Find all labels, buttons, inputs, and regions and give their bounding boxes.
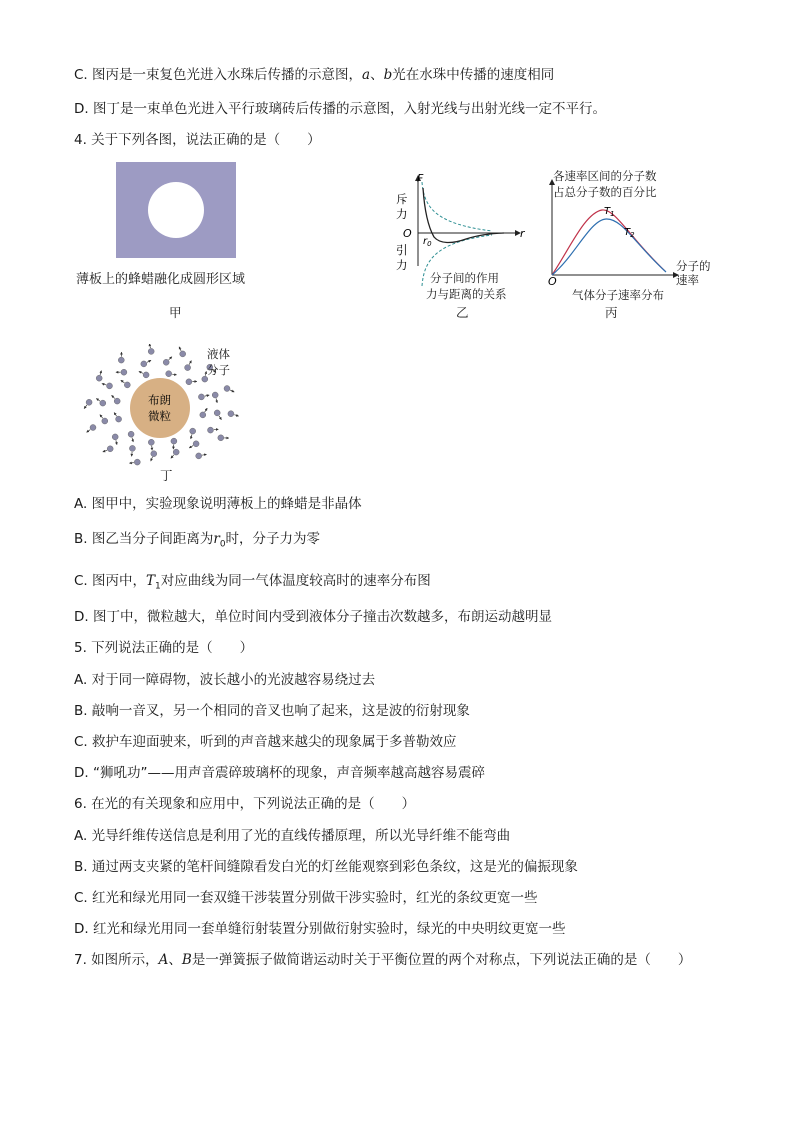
figure-yi-caption-2: 力与距离的关系 [426, 287, 507, 301]
molecule-velocity-arrow [202, 454, 206, 455]
figure-jia [116, 162, 236, 258]
molecule-velocity-arrow [191, 435, 192, 439]
label-attract-2: 力 [396, 258, 408, 272]
molecule-velocity-arrow [129, 463, 133, 464]
molecule-velocity-arrow [139, 371, 143, 373]
q5-option-d: D. “狮吼功”——用声音震碎玻璃杯的现象，声音频率越高越容易震碎 [74, 765, 485, 781]
symbol-b: b [383, 67, 393, 83]
label-t2: $T_2$ [624, 227, 635, 239]
liquid-molecule [118, 357, 124, 363]
molecule-velocity-arrow [149, 344, 150, 348]
origin-label-bing: O [548, 275, 557, 288]
molecule-velocity-arrow [147, 360, 151, 362]
molecule-velocity-arrow [189, 361, 191, 365]
q4-option-b-text: B. 图乙当分子间距离为 [74, 531, 214, 547]
molecule-velocity-arrow [132, 452, 133, 456]
liquid-molecule [151, 451, 157, 457]
molecule-velocity-arrow [171, 455, 174, 458]
liquid-molecule [112, 434, 118, 440]
brownian-particle [130, 378, 190, 438]
point-b: B [181, 952, 192, 968]
figure-jia-label: 甲 [169, 305, 182, 320]
liquid-molecule [107, 446, 113, 452]
figure-bing-xtitle-2: 速率 [676, 273, 699, 287]
particle-label-1: 布朗 [148, 393, 171, 407]
liquid-molecule [141, 361, 147, 367]
figure-ding-liquid-label-1: 液体 [207, 347, 230, 361]
liquid-molecule [114, 398, 120, 404]
q6-stem: 6. 在光的有关现象和应用中，下列说法正确的是（ ） [74, 796, 416, 812]
molecule-velocity-arrow [100, 415, 103, 419]
symbol-r: r [213, 531, 220, 547]
symbol-t-sub: 1 [155, 581, 161, 592]
figure-bing-xtitle-1: 分子的 [676, 259, 711, 273]
separator: 、 [168, 952, 182, 968]
liquid-molecule [208, 427, 214, 433]
molecule-velocity-arrow [87, 430, 91, 433]
q4-stem: 4. 关于下列各图，说法正确的是（ ） [74, 132, 321, 148]
molecule-velocity-arrow [112, 395, 115, 398]
liquid-molecule [193, 441, 199, 447]
molecule-velocity-arrow [205, 408, 208, 412]
label-repel-2: 力 [396, 207, 408, 221]
liquid-molecule [116, 416, 122, 422]
molecule-velocity-arrow [96, 399, 100, 402]
molecule-velocity-arrow [116, 440, 117, 444]
molecule-velocity-arrow [230, 390, 234, 392]
q4-option-d: D. 图丁中，微粒越大，单位时间内受到液体分子撞击次数越多，布朗运动越明显 [74, 609, 552, 625]
figure-yi-caption-1: 分子间的作用 [430, 271, 499, 285]
liquid-molecule [148, 348, 154, 354]
liquid-molecule [228, 411, 234, 417]
q7-stem-text: 7. 如图所示， [74, 952, 159, 968]
liquid-molecule [218, 435, 224, 441]
molecule-velocity-arrow [179, 347, 181, 351]
molecule-velocity-arrow [205, 395, 209, 396]
q3-option-c-text: C. 图丙是一束复色光进入水珠后传播的示意图， [74, 67, 363, 83]
q7-stem [74, 951, 691, 969]
liquid-molecule [124, 382, 130, 388]
figure-jia-caption: 薄板上的蜂蜡融化成圆形区域 [76, 272, 246, 287]
liquid-molecule [129, 445, 135, 451]
liquid-molecule [107, 383, 113, 389]
liquid-molecule [143, 372, 149, 378]
q3-option-c [74, 66, 554, 84]
liquid-molecule [173, 449, 179, 455]
liquid-molecule [171, 438, 177, 444]
figure-bing-label: 丙 [605, 305, 618, 320]
liquid-molecule [190, 428, 196, 434]
molecule-velocity-arrow [172, 374, 176, 375]
molecule-velocity-arrow [219, 416, 221, 420]
r0-label: $r_0$ [423, 236, 432, 248]
label-t1: $T_1$ [604, 206, 615, 218]
molecule-velocity-arrow [234, 415, 238, 416]
molecule-velocity-arrow [121, 380, 125, 383]
wax-plate-diagram [116, 162, 236, 258]
figure-ding-liquid-label-2: 分子 [207, 363, 230, 377]
repulsion-curve [422, 182, 492, 231]
label-repel-1: 斥 [396, 192, 408, 206]
q4-option-c [74, 572, 431, 596]
figure-bing-caption: 气体分子速率分布 [572, 288, 664, 302]
liquid-molecule [185, 365, 191, 371]
q5-option-a: A. 对于同一障碍物，波长越小的光波越容易绕过去 [74, 672, 376, 688]
molecule-velocity-arrow [151, 457, 153, 461]
separator: 、 [370, 67, 384, 83]
origin-label: O [403, 227, 412, 240]
liquid-molecule [214, 410, 220, 416]
q4-option-a: A. 图甲中，实验现象说明薄板上的蜂蜡是非晶体 [74, 496, 362, 512]
q4-option-c-tail: 对应曲线为同一气体温度较高时的速率分布图 [160, 573, 431, 589]
figure-bing-ytitle-2: 占总分子数的百分比 [553, 185, 657, 199]
liquid-molecule [200, 412, 206, 418]
molecule-velocity-arrow [169, 357, 172, 360]
molecule-velocity-arrow [102, 384, 106, 385]
liquid-molecule [86, 399, 92, 405]
symbol-t: T [146, 573, 156, 589]
figure-ding-label: 丁 [160, 468, 173, 483]
point-a: A [158, 952, 169, 968]
liquid-molecule [198, 394, 204, 400]
figure-bing-ytitle-1: 各速率区间的分子数 [553, 169, 657, 183]
axis-label-r: r [520, 227, 525, 240]
liquid-molecule [166, 371, 172, 377]
q4-option-c-text: C. 图丙中， [74, 573, 147, 589]
q5-option-c: C. 救护车迎面驶来，听到的声音越来越尖的现象属于多普勒效应 [74, 734, 457, 750]
q4-option-b-tail: 时，分子力为零 [225, 531, 321, 547]
liquid-molecule [102, 418, 108, 424]
net-force-curve [423, 188, 504, 243]
molecule-velocity-arrow [103, 450, 107, 452]
symbol-a: a [362, 67, 371, 83]
q5-option-b: B. 敲响一音叉，另一个相同的音叉也响了起来，这是波的衍射现象 [74, 703, 470, 719]
liquid-molecule [186, 379, 192, 385]
molecule-velocity-arrow [132, 438, 133, 442]
q6-option-b: B. 通过两支夹紧的笔杆间缝隙看发白光的灯丝能观察到彩色条纹，这是光的偏振现象 [74, 859, 578, 875]
molecule-velocity-arrow [114, 413, 117, 417]
q6-option-a: A. 光导纤维传送信息是利用了光的直线传播原理，所以光导纤维不能弯曲 [74, 828, 511, 844]
q3-option-d: D. 图丁是一束单色光进入平行玻璃砖后传播的示意图，入射光线与出射光线一定不平行。 [74, 101, 606, 117]
q4-option-b [74, 530, 320, 554]
liquid-molecule [128, 431, 134, 437]
q5-stem: 5. 下列说法正确的是（ ） [74, 640, 254, 656]
figure-yi-label: 乙 [456, 305, 469, 320]
liquid-molecule [212, 392, 218, 398]
liquid-molecule [100, 400, 106, 406]
axis-label-f: F [417, 172, 424, 185]
molecule-velocity-arrow [100, 371, 101, 375]
liquid-molecule [180, 351, 186, 357]
molecule-velocity-arrow [189, 446, 193, 448]
liquid-molecule [96, 375, 102, 381]
liquid-molecule [121, 369, 127, 375]
q7-stem-tail: 是一弹簧振子做简谐运动时关于平衡位置的两个对称点，下列说法正确的是（ ） [191, 952, 692, 968]
liquid-molecule [196, 453, 202, 459]
liquid-molecule [224, 386, 230, 392]
molecule-velocity-arrow [84, 405, 87, 409]
q6-option-d: D. 红光和绿光用同一套单缝衍射装置分别做衍射实验时，绿光的中央明纹更宽一些 [74, 921, 566, 937]
q6-option-c: C. 红光和绿光用同一套双缝干涉装置分别做干涉实验时，红光的条纹更宽一些 [74, 890, 538, 906]
q3-option-c-tail: 光在水珠中传播的速度相同 [392, 67, 555, 83]
molecule-velocity-arrow [216, 398, 217, 402]
liquid-molecule [148, 439, 154, 445]
label-attract-1: 引 [396, 243, 408, 257]
liquid-molecule [90, 425, 96, 431]
symbol-r-sub: 0 [219, 539, 226, 550]
melted-wax-region [148, 182, 204, 238]
liquid-molecule [163, 359, 169, 365]
liquid-molecule [134, 459, 140, 465]
particle-label-2: 微粒 [148, 409, 171, 423]
